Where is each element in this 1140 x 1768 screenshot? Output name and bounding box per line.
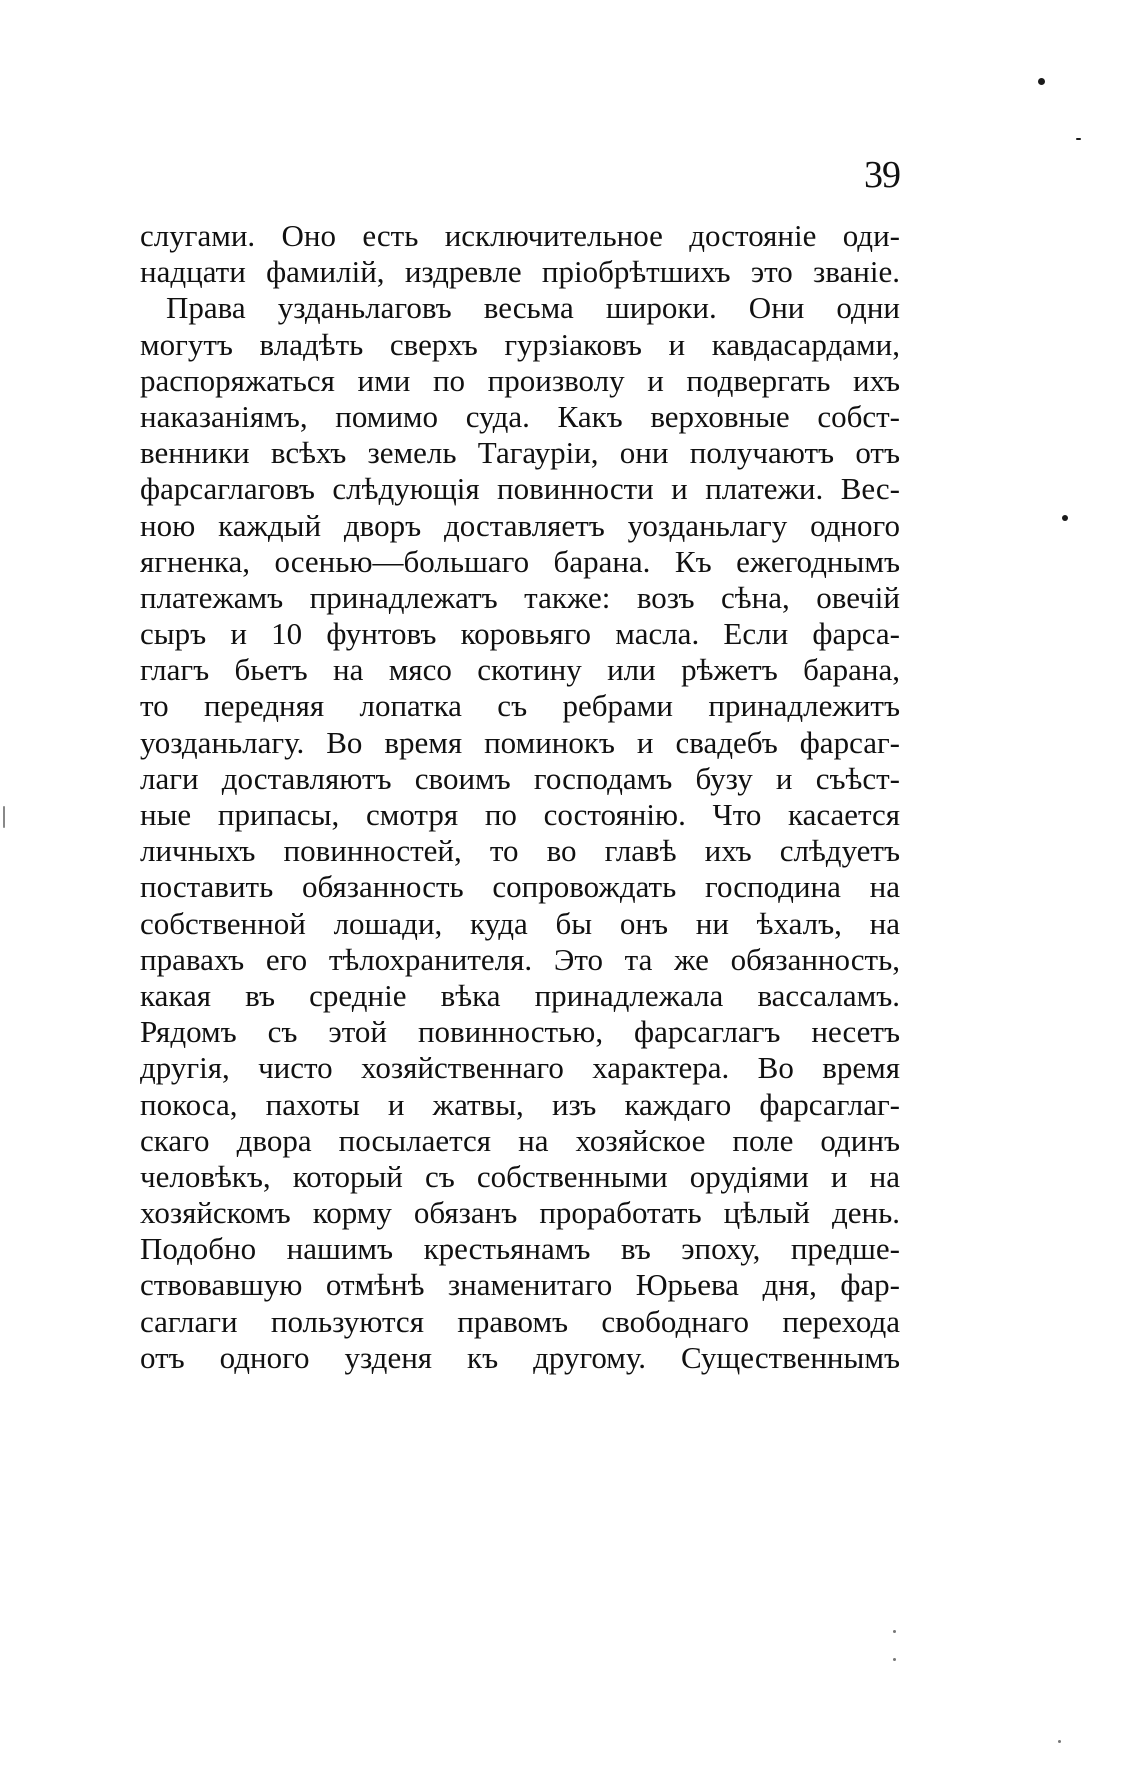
text-line: отъ одного узденя къ другому. Существеннымъ — [140, 1339, 900, 1375]
text-line: хозяйскомъ корму обязанъ проработать цѣлый день. — [140, 1195, 900, 1231]
scan-speck — [893, 1630, 896, 1633]
text-line: надцати фамилiй, издревле прiобрѣтшихъ это званiе. — [140, 254, 900, 290]
text-line: покоса, пахоты и жатвы, изъ каждаго фарсаглаг- — [140, 1086, 900, 1122]
text-line: сыръ и 10 фунтовъ коровьяго масла. Если фарса- — [140, 616, 900, 652]
text-line: уозданьлагу. Во время поминокъ и свадебъ фарсаг- — [140, 724, 900, 760]
text-line: правахъ его тѣлохранителя. Это та же обязанность, — [140, 941, 900, 977]
scan-edge-mark — [3, 806, 5, 828]
text-line: распоряжаться ими по произволу и подвергать ихъ — [140, 362, 900, 398]
text-line: Подобно нашимъ крестьянамъ въ эпоху, предше- — [140, 1231, 900, 1267]
scan-speck — [1058, 1740, 1061, 1743]
page-number: 39 — [864, 154, 900, 196]
scan-speck — [893, 1658, 896, 1661]
text-line: ягненка, осенью—большаго барана. Къ ежегоднымъ — [140, 543, 900, 579]
text-line: платежамъ принадлежатъ также: возъ сѣна, овечiй — [140, 579, 900, 615]
text-line: личныхъ повинностей, то во главѣ ихъ слѣдуетъ — [140, 833, 900, 869]
text-line: то передняя лопатка съ ребрами принадлежитъ — [140, 688, 900, 724]
text-line: наказанiямъ, помимо суда. Какъ верховные собст- — [140, 398, 900, 434]
text-line: саглаги пользуются правомъ свободнаго перехода — [140, 1303, 900, 1339]
text-line: другiя, чисто хозяйственнаго характера. Во время — [140, 1050, 900, 1086]
text-line: ствовавшую отмѣнѣ знаменитаго Юрьева дня, фар- — [140, 1267, 900, 1303]
scan-speck — [1076, 138, 1081, 140]
text-line: поставить обязанность сопровождать господина на — [140, 869, 900, 905]
text-line: могутъ владѣть сверхъ гурзiаковъ и кавдасардами, — [140, 326, 900, 362]
text-line: Рядомъ съ этой повинностью, фарсаглагъ несетъ — [140, 1014, 900, 1050]
text-line: собственной лошади, куда бы онъ ни ѣхалъ, на — [140, 905, 900, 941]
text-line: какая въ среднiе вѣка принадлежала вассаламъ. — [140, 977, 900, 1013]
text-line: глагъ бьетъ на мясо скотину или рѣжетъ барана, — [140, 652, 900, 688]
text-line: ною каждый дворъ доставляетъ уозданьлагу одного — [140, 507, 900, 543]
text-line: человѣкъ, который съ собственными орудiями и на — [140, 1158, 900, 1194]
text-line: лаги доставляютъ своимъ господамъ бузу и съѣст- — [140, 760, 900, 796]
text-line: венники всѣхъ земель Тагаурiи, они получаютъ отъ — [140, 435, 900, 471]
text-line: скаго двора посылается на хозяйское поле одинъ — [140, 1122, 900, 1158]
paragraph-start-line: Права узданьлаговъ весьма широки. Они одни — [166, 290, 900, 326]
text-line: фарсаглаговъ слѣдующiя повинности и платежи. Вес- — [140, 471, 900, 507]
text-line: слугами. Оно есть исключительное достоянiе оди- — [140, 218, 900, 253]
scan-speck — [1038, 78, 1045, 85]
body-text — [140, 218, 900, 1376]
scan-speck — [1062, 515, 1068, 521]
text-line: ные припасы, смотря по состоянiю. Что касается — [140, 797, 900, 832]
